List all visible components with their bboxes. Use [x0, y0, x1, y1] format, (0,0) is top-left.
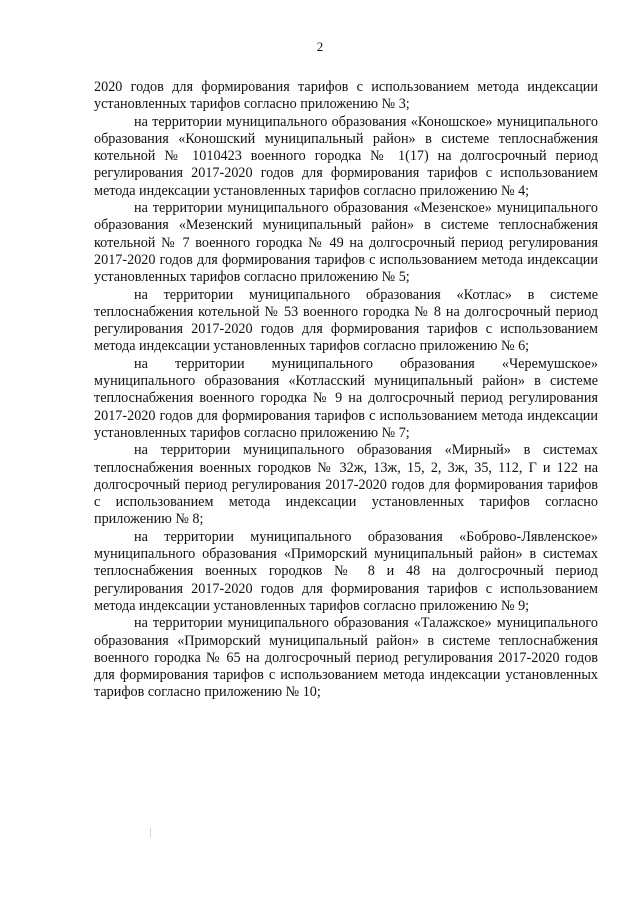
paragraph-konoshskoe: на территории муниципального образования «Коношское» муниципального образования «Коношский муниципальный район» в системе теплоснабжения котельной № 1010423 военного городка № 1(17) на долгосрочный период регулирования 2017-2020 годов для формирования тарифов с использованием метода индексации установленных тарифов согласно приложению № 4;	[94, 113, 598, 199]
paragraph-cheremushskoe: на территории муниципального образования «Черемушское» муниципального образования «Котласский муниципальный район» в системе теплоснабжения военного городка № 9 на долгосрочный период регулирования 2017-2020 годов для формирования тарифов с использованием метода индексации установленных тарифов согласно приложению № 7;	[94, 355, 598, 441]
page-number: 2	[316, 39, 324, 54]
scan-artifact	[150, 828, 151, 838]
paragraph-continuation: 2020 годов для формирования тарифов с использованием метода индексации установленных тарифов согласно приложению № 3;	[94, 79, 598, 113]
paragraph-mirny: на территории муниципального образования «Мирный» в системах теплоснабжения военных городков № 32ж, 13ж, 15, 2, 3ж, 35, 112, Г и 122 на долгосрочный период регулирования 2017-2020 годов для формирования тарифов с использованием метода индексации установленных тарифов согласно приложению № 8;	[94, 442, 598, 528]
paragraph-bobrovo-lyavlenskoe: на территории муниципального образования «Боброво-Лявленское» муниципального образования «Приморский муниципальный район» в системах теплоснабжения военных городков № 8 и 48 на долгосрочный период регулирования 2017-2020 годов для формирования тарифов с использованием метода индексации установленных тарифов согласно приложению № 9;	[94, 528, 598, 614]
paragraph-talazhskoe: на территории муниципального образования «Талажское» муниципального образования «Приморский муниципальный район» в системе теплоснабжения военного городка № 65 на долгосрочный период регулирования 2017-2020 годов для формирования тарифов с использованием метода индексации установленных тарифов согласно приложению № 10;	[94, 615, 598, 701]
paragraph-mezenskoe: на территории муниципального образования «Мезенское» муниципального образования «Мезенский муниципальный район» в системе теплоснабжения котельной № 7 военного городка № 49 на долгосрочный период регулирования 2017-2020 годов для формирования тарифов с использованием метода индексации установленных тарифов согласно приложению № 5;	[94, 200, 598, 286]
document-body	[94, 79, 598, 702]
paragraph-kotlas: на территории муниципального образования «Котлас» в системе теплоснабжения котельной № 53 военного городка № 8 на долгосрочный период регулирования 2017-2020 годов для формирования тарифов с использованием метода индексации установленных тарифов согласно приложению № 6;	[94, 286, 598, 355]
